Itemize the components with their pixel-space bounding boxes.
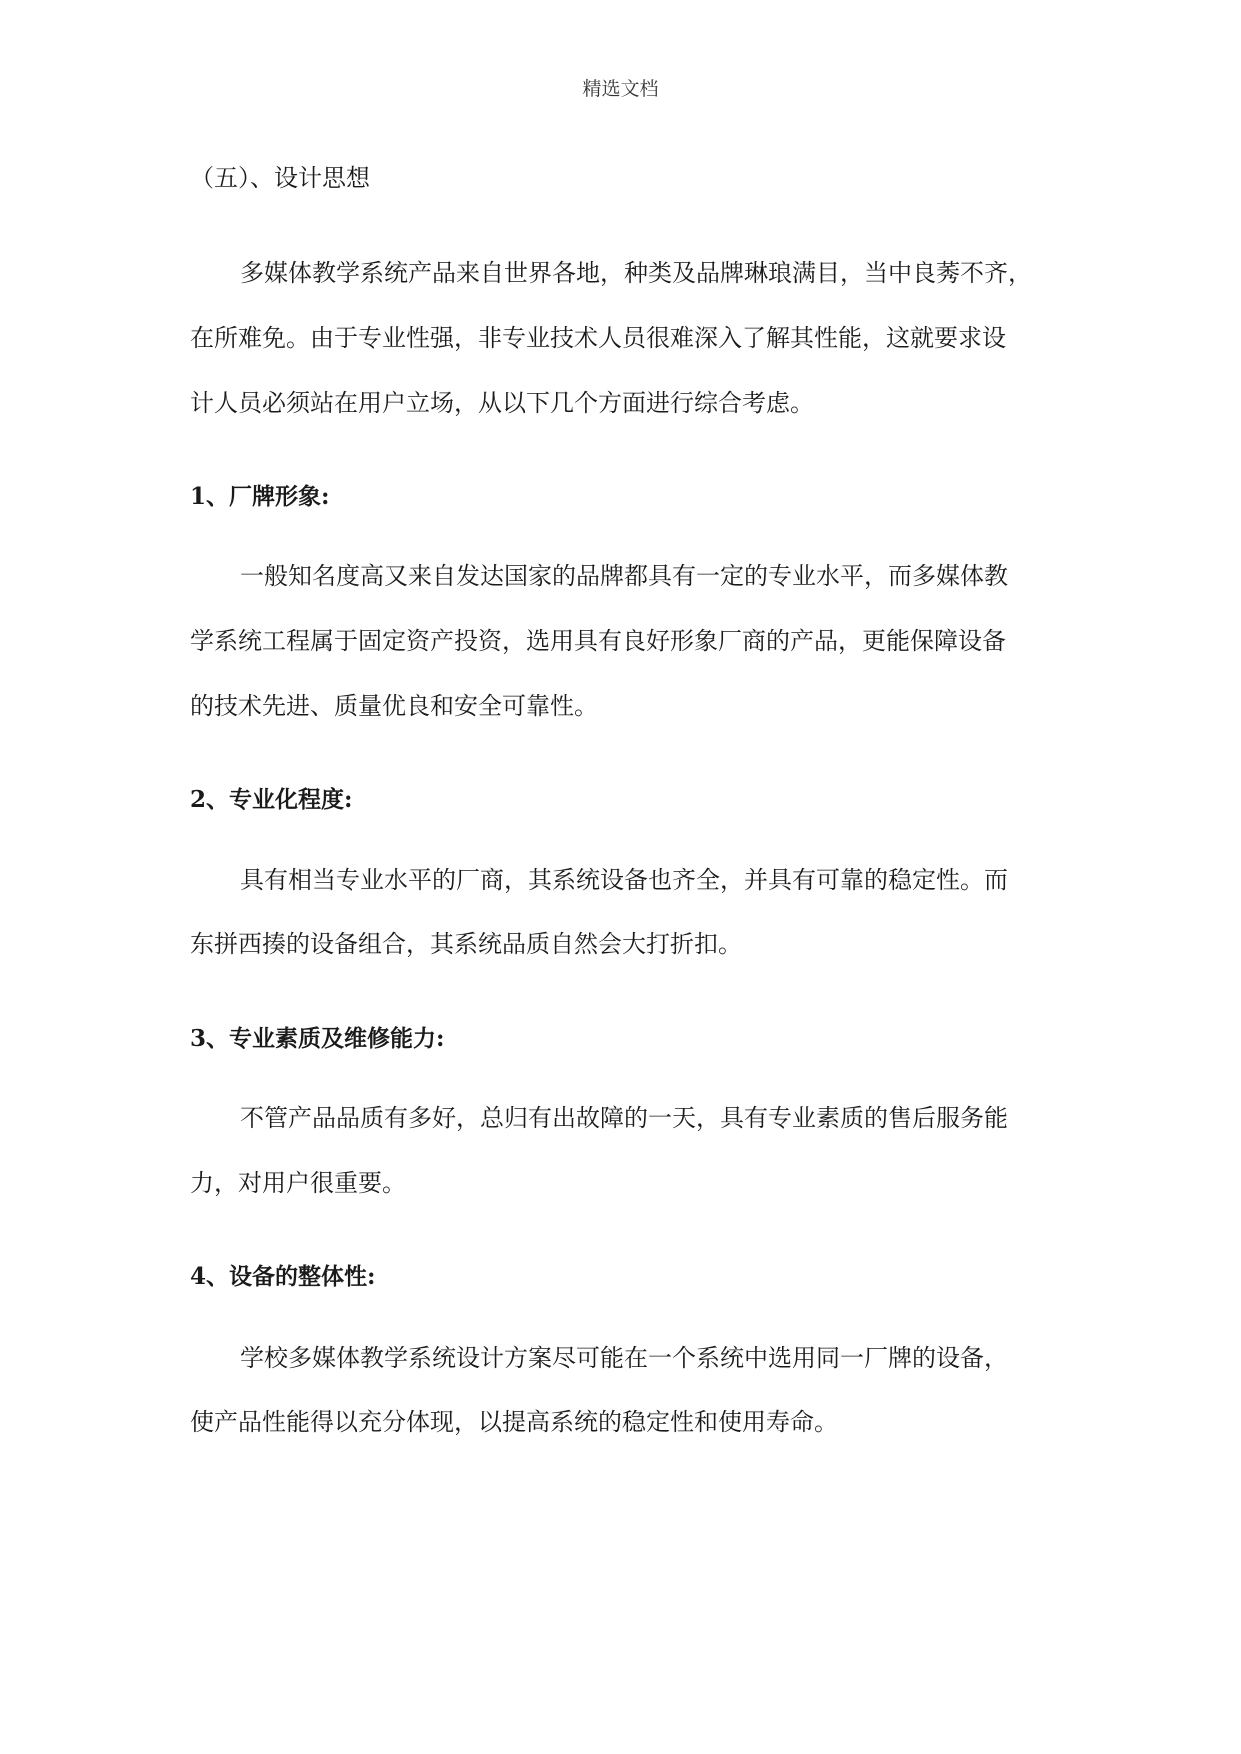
paragraph-line: 计人员必须站在用户立场，从以下几个方面进行综合考虑。 (190, 389, 814, 417)
paragraph-line: 使产品性能得以充分体现，以提高系统的稳定性和使用寿命。 (190, 1408, 838, 1436)
paragraph-line: 力，对用户很重要。 (190, 1169, 406, 1197)
item-heading: 1、厂牌形象: (190, 483, 330, 510)
paragraph-line: 多媒体教学系统产品来自世界各地，种类及品牌琳琅满目，当中良莠不齐， (240, 259, 1032, 287)
paragraph-line: 东拼西揍的设备组合，其系统品质自然会大打折扣。 (190, 930, 742, 958)
section-title: （五）、设计思想 (190, 164, 370, 192)
paragraph-line: 在所难免。由于专业性强，非专业技术人员很难深入了解其性能，这就要求设 (190, 324, 1006, 352)
item-heading: 4、设备的整体性: (190, 1263, 376, 1290)
paragraph-line: 一般知名度高又来自发达国家的品牌都具有一定的专业水平，而多媒体教 (240, 562, 1008, 590)
item-heading: 3、专业素质及维修能力: (190, 1025, 445, 1052)
paragraph-line: 具有相当专业水平的厂商，其系统设备也齐全，并具有可靠的稳定性。而 (240, 866, 1008, 894)
page-header: 精选文档 (582, 78, 659, 100)
item-heading: 2、专业化程度: (190, 786, 353, 813)
paragraph-line: 学校多媒体教学系统设计方案尽可能在一个系统中选用同一厂牌的设备， (240, 1344, 1008, 1372)
paragraph-line: 的技术先进、质量优良和安全可靠性。 (190, 692, 598, 720)
paragraph-line: 学系统工程属于固定资产投资，选用具有良好形象厂商的产品，更能保障设备 (190, 627, 1006, 655)
paragraph-line: 不管产品品质有多好，总归有出故障的一天，具有专业素质的售后服务能 (240, 1104, 1008, 1132)
